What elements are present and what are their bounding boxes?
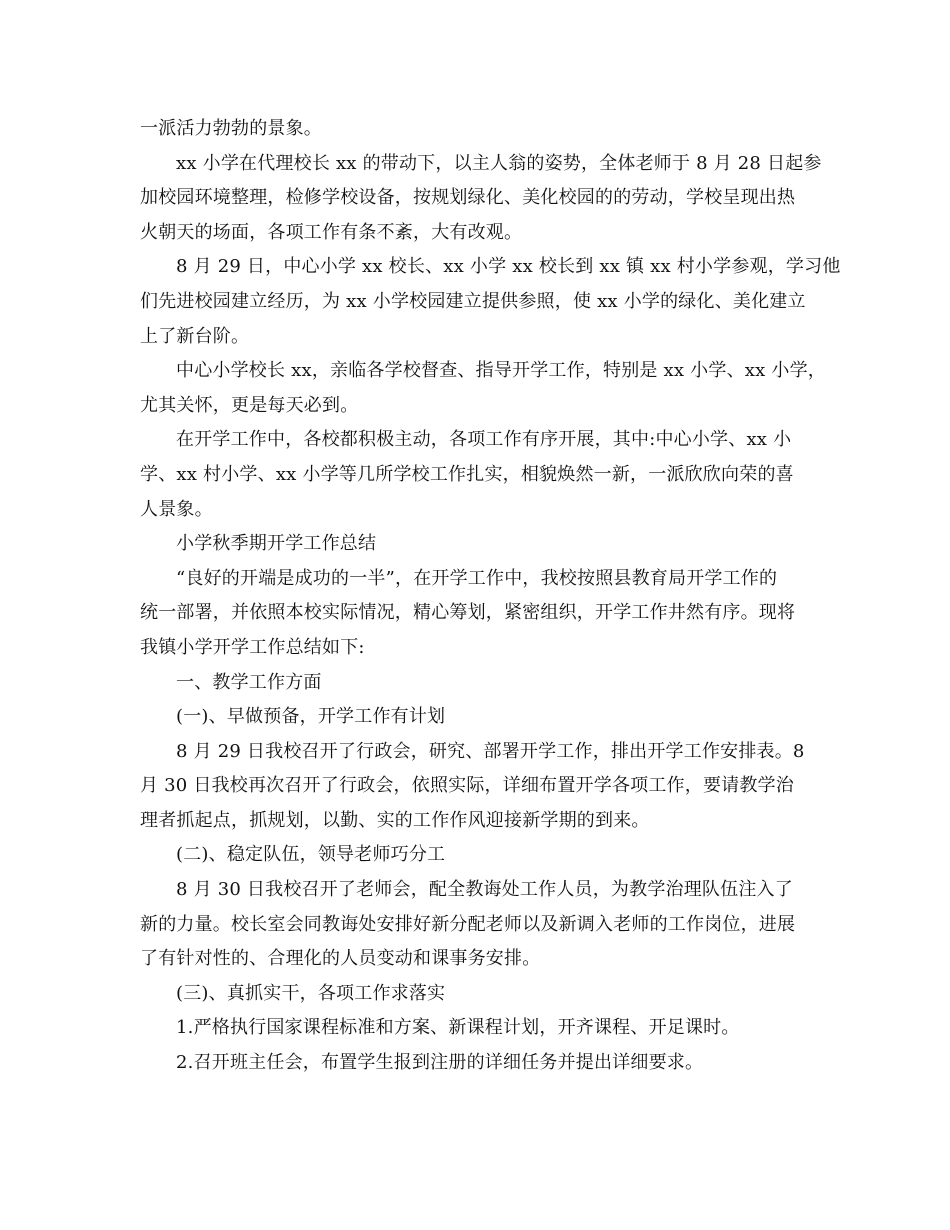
text-line: 我镇小学开学工作总结如下: [140,636,365,658]
text-line: 理者抓起点，抓规划，以勤、实的工作作风迎接新学期的到来。 [140,809,650,831]
text-line: 中心小学校长 xx，亲临各学校督查、指导开学工作，特别是 xx 小学、xx 小学， [176,360,826,382]
text-line: 人景象。 [140,498,213,520]
text-line: 尤其关怀，更是每天必到。 [140,394,359,416]
heading-1: 一、教学工作方面 [176,671,322,693]
list-item: 2.召开班主任会，布置学生报到注册的详细任务并提出详细要求。 [176,1052,704,1074]
text-line: 火朝天的场面，各项工作有条不紊，大有改观。 [140,221,523,243]
text-line: 学、xx 村小学、xx 小学等几所学校工作扎实，相貌焕然一新，一派欣欣向荣的喜 [140,463,794,485]
list-item: 1.严格执行国家课程标准和方案、新课程计划，开齐课程、开足课时。 [176,1017,740,1039]
text-line: 了有针对性的、合理化的人员变动和课事务安排。 [140,948,541,970]
text-line: 8 月 30 日我校召开了老师会，配全教诲处工作人员，为教学治理队伍注入了 [176,879,793,901]
subheading-2: (二)、稳定队伍，领导老师巧分工 [176,844,446,866]
subheading-3: (三)、真抓实干，各项工作求落实 [176,982,446,1004]
text-line: 8 月 29 日，中心小学 xx 校长、xx 小学 xx 校长到 xx 镇 xx 村小学参观，学习他 [176,256,841,278]
text-line: 统一部署，并依照本校实际情况，精心筹划，紧密组织，开学工作井然有序。现将 [140,602,796,624]
text-line: “良好的开端是成功的一半”，在开学工作中，我校按照县教育局开学工作的 [176,567,778,589]
text-line: 新的力量。校长室会同教诲处安排好新分配老师以及新调入老师的工作岗位，进展 [140,913,796,935]
document-body [140,112,841,1081]
text-line: 月 30 日我校再次召开了行政会，依照实际，详细布置开学各项工作，要请教学治 [140,775,794,797]
text-line: 在开学工作中，各校都积极主动，各项工作有序开展，其中:中心小学、xx 小 [176,429,792,451]
text-line: 们先进校园建立经历，为 xx 小学校园建立提供参照，使 xx 小学的绿化、美化建立 [140,290,806,312]
text-line: xx 小学在代理校长 xx 的带动下，以主人翁的姿势，全体老师于 8 月 28 日起参 [176,152,822,174]
text-line: 8 月 29 日我校召开了行政会，研究、部署开学工作，排出开学工作安排表。8 [176,740,805,762]
text-line: 加校园环境整理，检修学校设备，按规划绿化、美化校园的的劳动，学校呈现出热 [140,187,796,209]
text-line: 一派活力勃勃的景象。 [140,118,322,139]
text-line: 上了新台阶。 [140,325,250,347]
subheading-1: (一)、早做预备，开学工作有计划 [176,706,446,728]
section-title: 小学秋季期开学工作总结 [176,533,377,555]
